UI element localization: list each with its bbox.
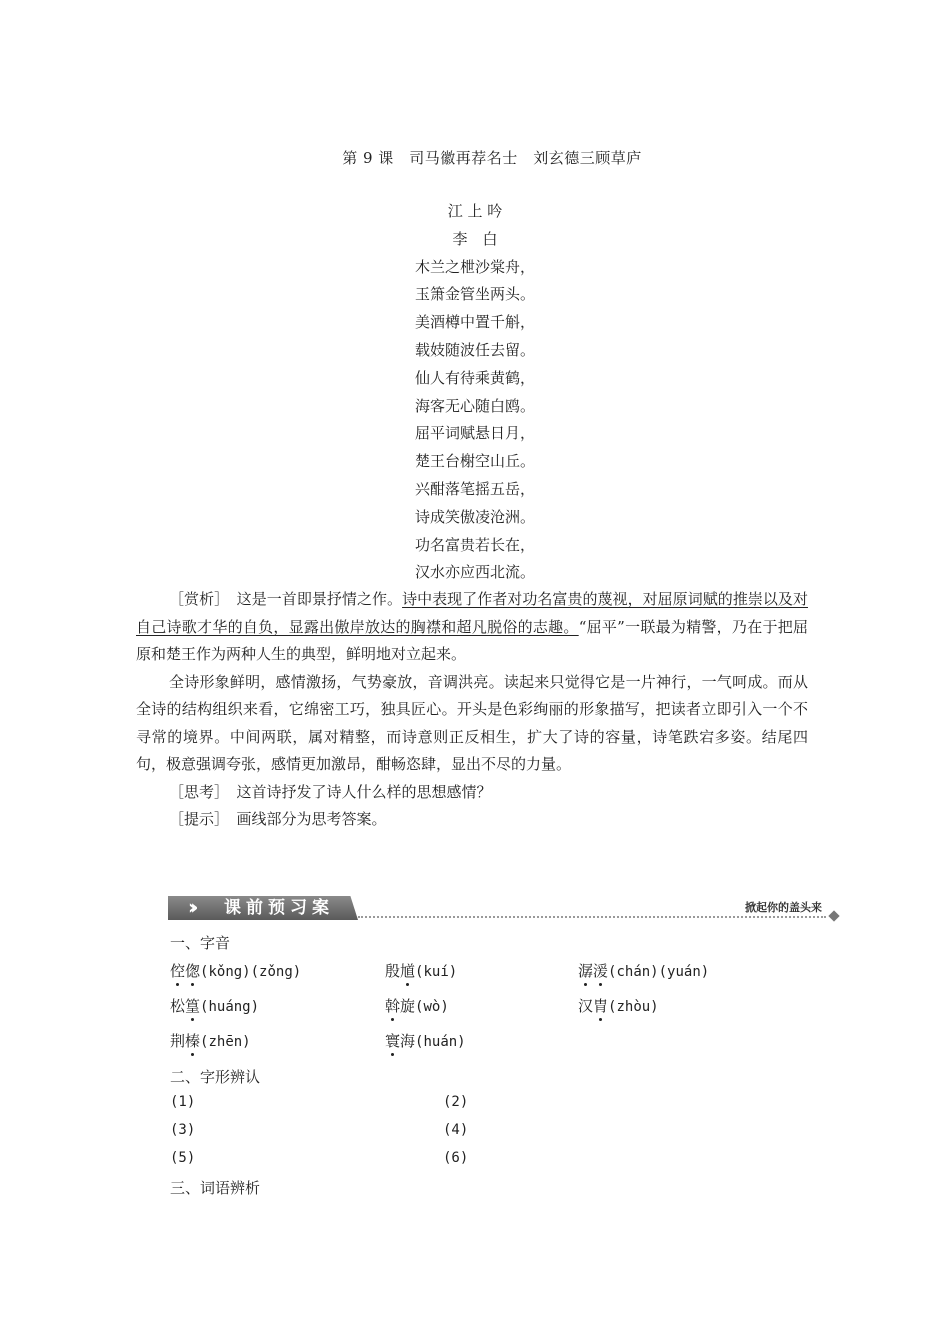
chevron-right-icon: ›› [188, 895, 193, 919]
poem-line: 木兰之枻沙棠舟， [414, 257, 535, 276]
section-glyph-recognition: 二、字形辨认 [170, 1068, 261, 1086]
dotted-char: 馗 [400, 962, 416, 980]
appreciation [136, 586, 808, 834]
dotted-char: 斡 [385, 997, 401, 1015]
section-word-analysis: 三、词语辨析 [170, 1179, 261, 1197]
appreciation-para-1 [136, 586, 808, 669]
lesson-title: 第 9 课 司马徽再荐名士 刘玄德三顾草庐 [342, 149, 642, 167]
plain-char: 旋 [400, 997, 416, 1015]
appreciation-label: ［赏析］ [169, 590, 222, 608]
pron-item [385, 995, 449, 1016]
appreciation-rest: “屈平”一联最为精警，乃在于把屈原和楚王作为两种人生的典型，鲜明地对立起来。 [136, 617, 808, 663]
think-line [136, 779, 808, 807]
section-pronunciation: 一、字音 [170, 934, 231, 952]
dotted-char: 湲 [593, 962, 609, 980]
think-label: ［思考］ [169, 782, 222, 801]
appreciation-para-2: 全诗形象鲜明，感情激扬，气势豪放，音调洪亮。读起来只觉得它是一片神行，一气呵成。而从全诗的结构组织来看，它绵密工巧，独具匠心。开头是色彩绚丽的形象描写，把读者立即引入一个不寻常的境界。中间两联，属对精整，而诗意则正反相生，扩大了诗的容量，诗笔跌宕多姿。结尾四句，极意强调夸张，感情更加激昂，酣畅恣肆，显出不尽的力量。 [136, 672, 808, 773]
plain-char: 海 [400, 1032, 416, 1050]
dotted-char: 偬 [185, 962, 201, 980]
dotted-char: 篁 [185, 997, 201, 1015]
plain-char: 殷 [385, 962, 401, 980]
hint-text: 画线部分为思考答案。 [221, 810, 387, 828]
form-item-5: (5) [170, 1150, 196, 1166]
banner-dotted-line [358, 916, 826, 918]
pinyin: (wò) [415, 999, 449, 1015]
poem [0, 198, 950, 587]
pinyin: (huán) [415, 1034, 466, 1050]
dotted-char: 倥 [170, 962, 186, 980]
poem-line: 美酒樽中置千斛， [414, 313, 535, 332]
poem-title: 江 上 吟 [447, 202, 503, 220]
plain-char: 松 [170, 997, 186, 1015]
pron-item [170, 995, 259, 1016]
pinyin: (kǒng)(zǒng) [200, 964, 302, 980]
pron-item [170, 1030, 251, 1051]
poem-line: 屈平词赋悬日月， [414, 424, 535, 443]
banner-title: 课前预习案 [224, 898, 334, 918]
dotted-char: 胄 [593, 997, 609, 1015]
poem-line: 兴酣落笔摇五岳， [414, 479, 535, 498]
pinyin: (kuí) [415, 964, 458, 980]
dotted-char: 榛 [185, 1032, 201, 1050]
form-item-3: (3) [170, 1122, 196, 1138]
pinyin: (huáng) [200, 999, 260, 1015]
banner-slogan: 掀起你的盖头来 [745, 901, 822, 914]
form-item-4: (4) [443, 1122, 469, 1138]
hint-label: ［提示］ [169, 810, 222, 828]
pron-item [385, 960, 457, 981]
poem-line: 诗成笑傲凌沧洲。 [414, 507, 535, 526]
poem-line: 海客无心随白鸥。 [414, 396, 535, 415]
dotted-char: 潺 [578, 962, 594, 980]
think-text: 这首诗抒发了诗人什么样的思想感情？ [221, 782, 492, 801]
poem-line: 楚王台榭空山丘。 [414, 452, 535, 471]
dotted-char: 寰 [385, 1032, 401, 1050]
pinyin: (zhòu) [608, 999, 659, 1015]
pron-item [170, 960, 301, 981]
poem-line: 玉箫金管坐两头。 [414, 285, 535, 304]
pron-item [385, 1030, 466, 1051]
form-item-2: (2) [443, 1094, 469, 1110]
section-banner [168, 896, 840, 922]
poem-author: 李 白 [452, 229, 498, 248]
poem-line: 仙人有待乘黄鹤， [414, 368, 535, 387]
form-item-1: (1) [170, 1094, 196, 1110]
pron-item [578, 995, 659, 1016]
appreciation-lead: 这是一首即景抒情之作。 [221, 590, 403, 608]
pinyin: (chán)(yuán) [608, 964, 710, 980]
form-item-6: (6) [443, 1150, 469, 1166]
poem-line: 功名富贵若长在， [414, 535, 535, 554]
plain-char: 荆 [170, 1032, 186, 1050]
hint-line [136, 806, 808, 834]
underlined-answer: 诗中表现了作者对功名富贵的蔑视，对屈原词赋的推崇以及对自己诗歌才华的自负，显露出傲岸放达的胸襟和超凡脱俗的志趣。 [136, 590, 808, 636]
plain-char: 汉 [578, 997, 594, 1015]
poem-line: 载妓随波任去留。 [414, 340, 535, 359]
diamond-icon [828, 910, 839, 921]
poem-line: 汉水亦应西北流。 [414, 563, 535, 582]
pinyin: (zhēn) [200, 1034, 251, 1050]
pron-item [578, 960, 709, 981]
